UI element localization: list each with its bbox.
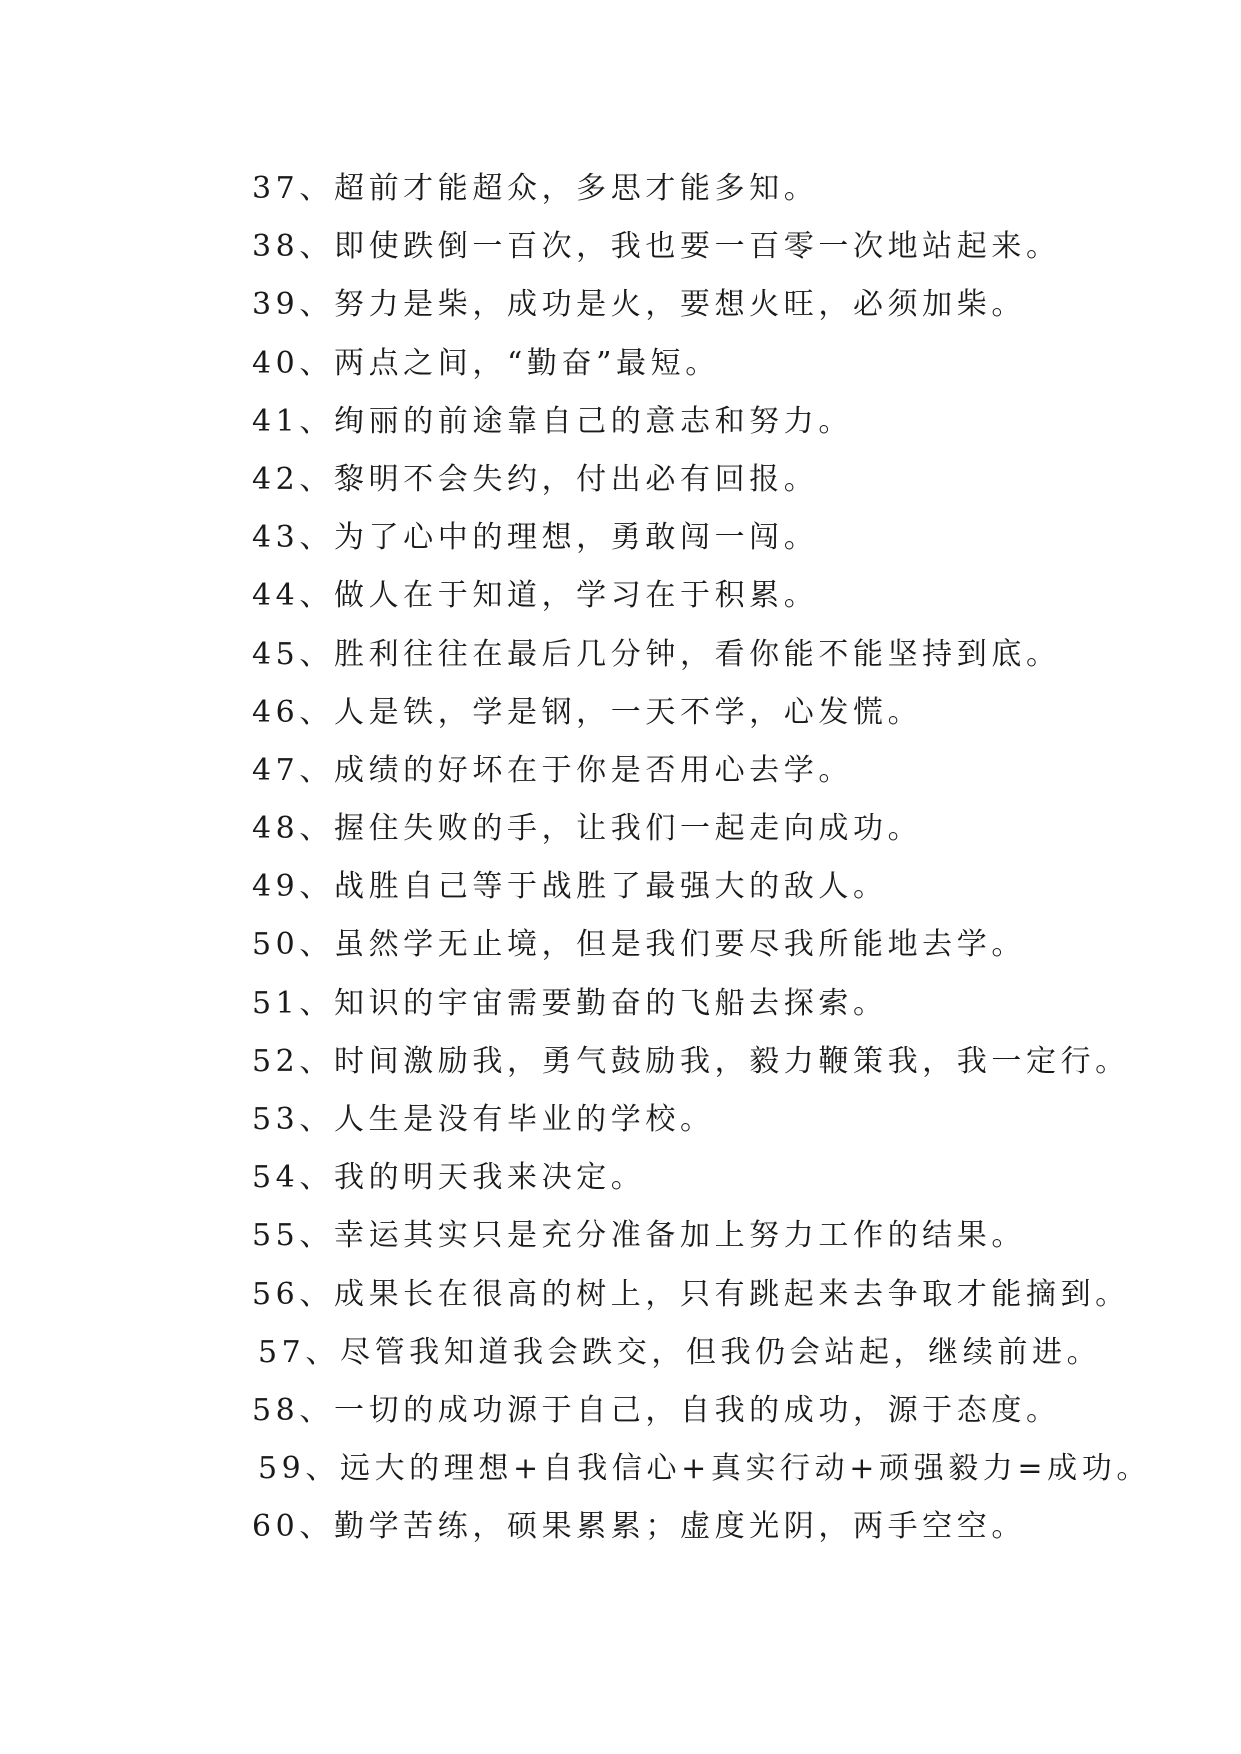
- quote-line-43: 43、为了心中的理想，勇敢闯一闯。: [252, 520, 819, 556]
- quote-line-46: 46、人是铁，学是钢，一天不学，心发慌。: [252, 694, 923, 730]
- quote-line-37: 37、超前才能超众，多思才能多知。: [252, 171, 819, 206]
- quote-line-58: 58、一切的成功源于自己，自我的成功，源于态度。: [252, 1392, 1061, 1428]
- quote-line-59: 59、远大的理想+自我信心+真实行动+顽强毅力=成功。: [258, 1451, 1151, 1487]
- quote-line-41: 41、绚丽的前途靠自己的意志和努力。: [252, 403, 853, 439]
- quote-line-52: 52、时间激励我，勇气鼓励我，毅力鞭策我，我一定行。: [252, 1043, 1130, 1079]
- quote-line-57: 57、尽管我知道我会跌交，但我仍会站起，继续前进。: [258, 1334, 1102, 1370]
- quote-line-42: 42、黎明不会失约，付出必有回报。: [252, 461, 819, 497]
- quote-line-55: 55、幸运其实只是充分准备加上努力工作的结果。: [252, 1218, 1026, 1254]
- quote-line-51: 51、知识的宇宙需要勤奋的飞船去探索。: [252, 985, 888, 1021]
- quote-line-60: 60、勤学苦练，硕果累累；虚度光阴，两手空空。: [252, 1509, 1026, 1545]
- quote-line-48: 48、握住失败的手，让我们一起走向成功。: [252, 811, 923, 847]
- quote-line-56: 56、成果长在很高的树上，只有跳起来去争取才能摘到。: [252, 1276, 1130, 1312]
- quote-line-39: 39、努力是柴，成功是火，要想火旺，必须加柴。: [252, 287, 1026, 323]
- quote-line-44: 44、做人在于知道，学习在于积累。: [252, 578, 819, 614]
- quote-list: [252, 160, 1212, 1557]
- quote-line-45: 45、胜利往往在最后几分钟，看你能不能坚持到底。: [252, 636, 1061, 672]
- quote-line-38: 38、即使跌倒一百次，我也要一百零一次地站起来。: [252, 229, 1061, 265]
- quote-line-49: 49、战胜自己等于战胜了最强大的敌人。: [252, 869, 888, 905]
- quote-line-47: 47、成绩的好坏在于你是否用心去学。: [252, 752, 853, 788]
- quote-line-40: 40、两点之间，“勤奋”最短。: [252, 345, 720, 381]
- quote-line-50: 50、虽然学无止境，但是我们要尽我所能地去学。: [252, 927, 1026, 963]
- quote-line-54: 54、我的明天我来决定。: [252, 1160, 646, 1196]
- quote-line-53: 53、人生是没有毕业的学校。: [252, 1102, 715, 1137]
